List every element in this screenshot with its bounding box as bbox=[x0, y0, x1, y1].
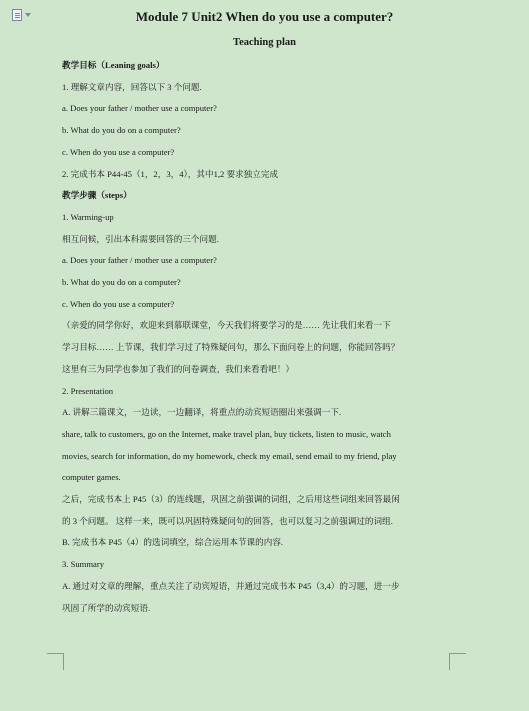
document-title: Module 7 Unit2 When do you use a computer? bbox=[135, 9, 394, 24]
document-body bbox=[62, 55, 462, 619]
text-line: a. Does your father / mother use a computer? bbox=[62, 255, 217, 266]
text-line: B. 完成书本 P45（4）的选词填空，综合运用本节课的内容. bbox=[62, 537, 284, 548]
text-line: c. When do you use a computer? bbox=[62, 298, 175, 309]
text-line: 1. 理解文章内容，回答以下 3 个问题. bbox=[62, 81, 202, 92]
text-line: 2. Presentation bbox=[62, 385, 114, 396]
text-line: 3. Summary bbox=[62, 559, 105, 570]
text-line: b. What do you do on a computer? bbox=[62, 277, 181, 288]
text-line: 教学步骤（steps） bbox=[62, 190, 132, 201]
text-line: computer games. bbox=[62, 472, 121, 483]
text-line: 这里有三为同学也参加了我们的问卷调查，我们来看看吧！） bbox=[62, 363, 295, 374]
text-line: a. Does your father / mother use a computer? bbox=[62, 103, 217, 114]
text-line: movies, search for information, do my homework, check my email, send email to my friend, play bbox=[62, 450, 397, 461]
text-line: 相互问候，引出本科需要回答的三个问题. bbox=[62, 233, 219, 244]
text-line: A. 讲解三篇课文，一边读，一边翻译，将重点的动宾短语圈出来强调一下. bbox=[62, 407, 342, 418]
text-line: 1. Warming-up bbox=[62, 211, 114, 222]
text-line: 的 3 个问题。 这样一来，既可以巩固特殊疑问句的回答，也可以复习之前强调过的词组. bbox=[62, 515, 393, 526]
text-line: 学习目标…… 上节课，我们学习过了特殊疑问句，那么下面问卷上的问题，你能回答吗？ bbox=[62, 342, 400, 353]
text-line: c. When do you use a computer? bbox=[62, 146, 175, 157]
text-line: A. 通过对文章的理解，重点关注了动宾短语，并通过完成书本 P45（3,4）的习题，进一步 bbox=[62, 580, 400, 591]
text-line: 2. 完成书本 P44-45（1，2，3，4），其中1,2 要求独立完成 bbox=[62, 168, 279, 179]
text-line: 教学目标（Leaning goals） bbox=[62, 60, 165, 70]
text-line: 之后，完成书本上 P45（3）的连线题，巩固之前强调的词组，之后用这些词组来回答最闲 bbox=[62, 494, 400, 505]
document-subtitle: Teaching plan bbox=[233, 37, 296, 48]
page-corner-mark-right bbox=[449, 653, 466, 670]
page-corner-mark-left bbox=[47, 653, 64, 670]
text-line: （亲爱的同学你好，欢迎来到慕联课堂，今天我们将要学习的是…… 先让我们来看一下 bbox=[62, 320, 391, 331]
text-line: share, talk to customers, go on the Internet, make travel plan, buy tickets, listen to music, watch bbox=[62, 428, 391, 439]
text-line: 巩固了所学的动宾短语. bbox=[62, 602, 151, 613]
text-line: b. What do you do on a computer? bbox=[62, 125, 181, 136]
